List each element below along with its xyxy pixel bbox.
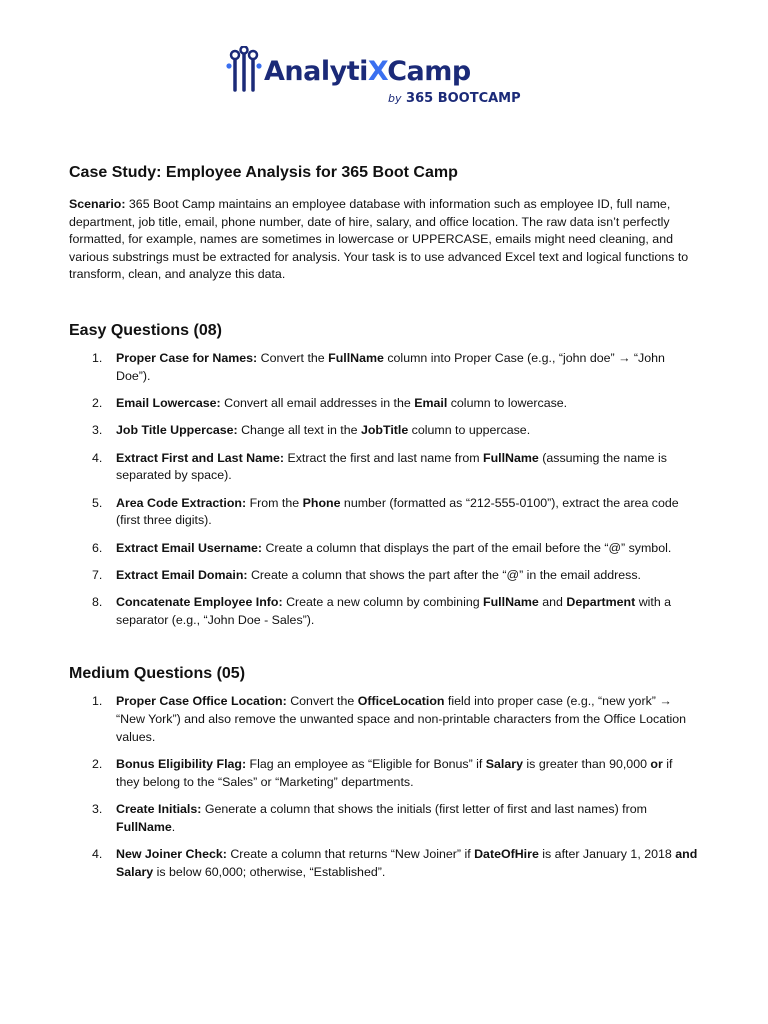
- list-item: 1. Proper Case for Names: Convert the FullName column into Proper Case (e.g., “john doe” → “John Doe”).: [92, 350, 665, 383]
- list-item: 4. New Joiner Check: Create a column that returns “New Joiner” if DateOfHire is after January 1, 2018 and Salary is below 60,000; otherwise, “Established”.: [92, 847, 698, 879]
- list-item: 3. Job Title Uppercase: Change all text in the JobTitle column to uppercase.: [92, 423, 531, 438]
- list-item: 2. Bonus Eligibility Flag: Flag an employee as “Eligible for Bonus” if Salary is greater than 90,000 or if they belong to the “Sales” or “Marketing” departments.: [92, 757, 673, 789]
- list-item: 4. Extract First and Last Name: Extract the first and last name from FullName (assuming the name is separated by space).: [92, 450, 667, 483]
- analytixcamp-logo: [226, 44, 546, 112]
- brand-subtitle: by 365 BOOTCAMP: [388, 91, 521, 106]
- list-item: 7. Extract Email Domain: Create a column that shows the part after the “@” in the email address.: [92, 568, 641, 583]
- easy-questions-list: [69, 350, 699, 630]
- list-item: 8. Concatenate Employee Info: Create a new column by combining FullName and Department with a separator (e.g., “John Doe - Sales”).: [92, 595, 672, 628]
- brand-name: AnalytiXCamp: [264, 56, 471, 87]
- circuit-logo-icon: [226, 46, 262, 92]
- medium-questions-heading: Medium Questions (05): [69, 665, 246, 683]
- list-item: 5. Area Code Extraction: From the Phone number (formatted as “212-555-0100”), extract the area code (first three digits).: [92, 495, 679, 528]
- page-title: Case Study: Employee Analysis for 365 Boot Camp: [69, 164, 458, 181]
- scenario-text: 365 Boot Camp maintains an employee database with information such as employee ID, full name, department, job title, email, phone number, date of hire, salary, and office location. The raw data isn’t perfectly formatted, for example, names are sometimes in lowercase or UPPERCASE, emails might need cleaning, and various substrings must be extracted for analysis. Your task is to use advanced Excel text and logical functions to transform, clean, and analyze this data.: [69, 197, 689, 282]
- scenario-paragraph: [69, 196, 699, 284]
- easy-questions-heading: Easy Questions (08): [69, 321, 222, 339]
- list-item: 2. Email Lowercase: Convert all email addresses in the Email column to lowercase.: [92, 395, 568, 410]
- list-item: 6. Extract Email Username: Create a column that displays the part of the email before the “@” symbol.: [92, 540, 672, 555]
- list-item: 1. Proper Case Office Location: Convert the OfficeLocation field into proper case (e.g., “new york” → “New York”) and also remove the unwanted space and non-printable characters from the Office Location values.: [92, 694, 687, 744]
- scenario-label: Scenario:: [69, 197, 126, 211]
- list-item: 3. Create Initials: Generate a column that shows the initials (first letter of first and last names) from FullName.: [92, 802, 647, 834]
- document-content: [69, 162, 699, 891]
- medium-questions-list: [69, 693, 699, 881]
- brand-x-mark: X: [367, 56, 388, 87]
